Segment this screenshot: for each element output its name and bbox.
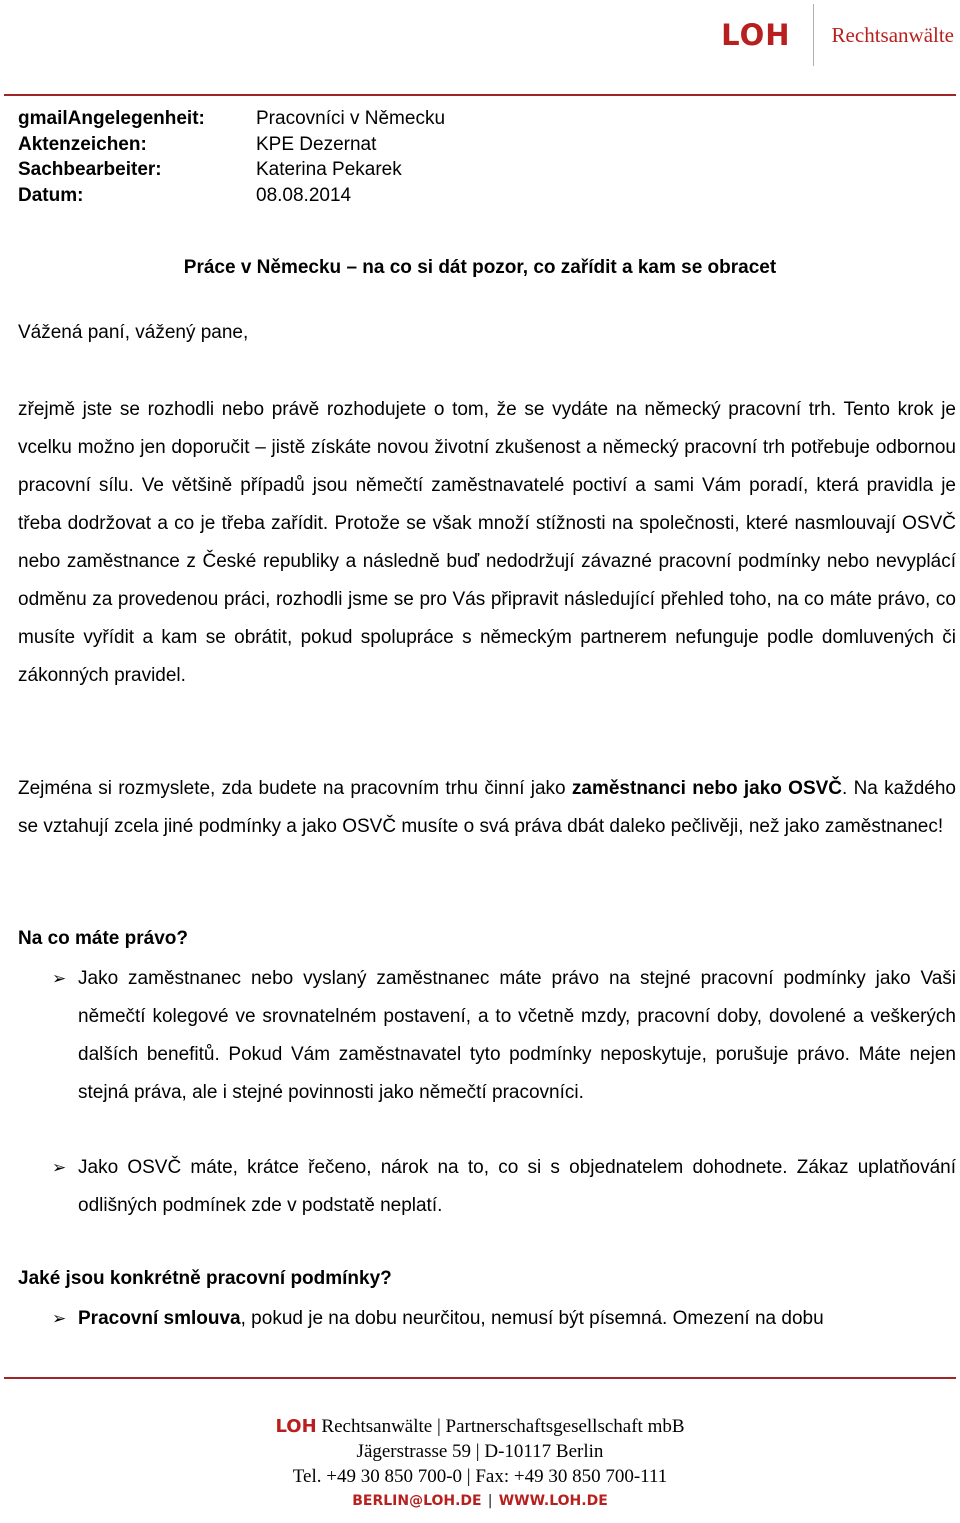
bullet-text	[78, 1300, 956, 1338]
bullet-osvc	[18, 1149, 956, 1225]
brand-loh: LOH	[721, 18, 791, 52]
bullet-text: Jako zaměstnanec nebo vyslaný zaměstnanec máte právo na stejné pracovní podmínky jako Vaši němečtí kolegové ve srovnatelném postavení, a to včetně mzdy, pracovní doby, dovolené a veškerých dalších benefitů. Pokud Vám zaměstnavatel tyto podmínky neposkytuje, porušuje právo. Máte nejen stejná práva, ale i stejné povinnosti jako němečtí pracovníci.	[78, 968, 956, 1103]
bullet-bold-term: Pracovní smlouva	[78, 1308, 241, 1329]
footer-phone: Tel. +49 30 850 700-0 | Fax: +49 30 850 700-111	[292, 1466, 668, 1487]
footer-links	[0, 1489, 960, 1514]
arrow-bullet-icon: ➢	[52, 1158, 67, 1178]
meta-block	[18, 106, 445, 208]
meta-value: Pracovníci v Německu	[256, 108, 446, 129]
arrow-bullet-icon: ➢	[52, 969, 67, 989]
choice-text-bold: zaměstnanci nebo jako OSVČ	[571, 778, 843, 799]
arrow-bullet-icon: ➢	[52, 1309, 67, 1329]
footer-firm-text: Rechtsanwälte | Partnerschaftsgesellschaft mbB	[321, 1416, 685, 1437]
choice-paragraph	[18, 770, 956, 846]
meta-row-date	[18, 183, 445, 209]
bullet-text: Jako OSVČ máte, krátce řečeno, nárok na to, co si s objednatelem dohodnete. Zákaz uplatňování odlišných podmínek zde v podstatě neplatí.	[78, 1157, 956, 1216]
meta-row-clerk	[18, 157, 445, 183]
footer-address: Jägerstrasse 59 | D-10117 Berlin	[356, 1441, 604, 1462]
choice-text-after: . Na každého se vztahují zcela jiné podmínky a jako OSVČ musíte o svá práva dbát daleko pečlivěji, než jako zaměstnanec!	[18, 778, 956, 837]
document-title: Práce v Německu – na co si dát pozor, co zařídit a kam se obracet	[183, 257, 777, 278]
choice-text-before: Zejména si rozmyslete, zda budete na pracovním trhu činní jako	[18, 778, 572, 799]
brand-name: Rechtsanwälte	[831, 22, 954, 47]
header-rule	[4, 94, 956, 96]
footer-line-firm	[0, 1414, 960, 1439]
bullet-contract	[18, 1300, 956, 1338]
letterhead-logo	[721, 8, 954, 62]
bullet-employee	[18, 960, 956, 1112]
footer-email-link[interactable]: BERLIN@LOH.DE	[352, 1493, 482, 1509]
footer-rule	[4, 1377, 956, 1379]
meta-value: 08.08.2014	[256, 184, 352, 206]
meta-label: Aktenzeichen:	[18, 133, 147, 155]
footer	[0, 1414, 960, 1514]
meta-row-reference	[18, 132, 445, 158]
meta-row-subject	[18, 106, 445, 132]
heading-conditions: Jaké jsou konkrétně pracovní podmínky?	[18, 1268, 392, 1289]
footer-web-link[interactable]: WWW.LOH.DE	[498, 1493, 608, 1509]
intro-paragraph: zřejmě jste se rozhodli nebo právě rozhodujete o tom, že se vydáte na německý pracovní trh. Tento krok je vcelku možno jen doporučit – jistě získáte novou životní zkušenost a německý pracovní trh potřebuje odbornou pracovní sílu. Ve většině případů jsou němečtí zaměstnavatelé poctiví a sami Vám poradí, která pravidla je třeba dodržovat a co je třeba zařídit. Protože se však množí stížnosti na společnosti, které nasmlouvají OSVČ nebo zaměstnance z České republiky a následně buď nedodržují závazné pracovní podmínky nebo nevyplácí odměnu za provedenou práci, rozhodli jsme se pro Vás připravit následující přehled toho, na co máte právo, co musíte vyřídit a kam se obrátit, pokud spolupráce s německým partnerem nefunguje podle domluvených či zákonných pravidel.	[18, 399, 956, 686]
greeting: Vážená paní, vážený pane,	[18, 322, 249, 343]
meta-label: gmailAngelegenheit:	[18, 108, 205, 129]
meta-value: Katerina Pekarek	[256, 159, 402, 180]
meta-label: Sachbearbeiter:	[18, 159, 162, 180]
heading-rights: Na co máte právo?	[18, 928, 188, 949]
footer-sep: |	[487, 1493, 493, 1509]
bullet-rest: , pokud je na dobu neurčitou, nemusí být písemná. Omezení na dobu	[240, 1308, 824, 1329]
footer-loh: LOH	[275, 1416, 317, 1437]
meta-label: Datum:	[18, 184, 84, 206]
meta-value: KPE Dezernat	[256, 133, 377, 155]
